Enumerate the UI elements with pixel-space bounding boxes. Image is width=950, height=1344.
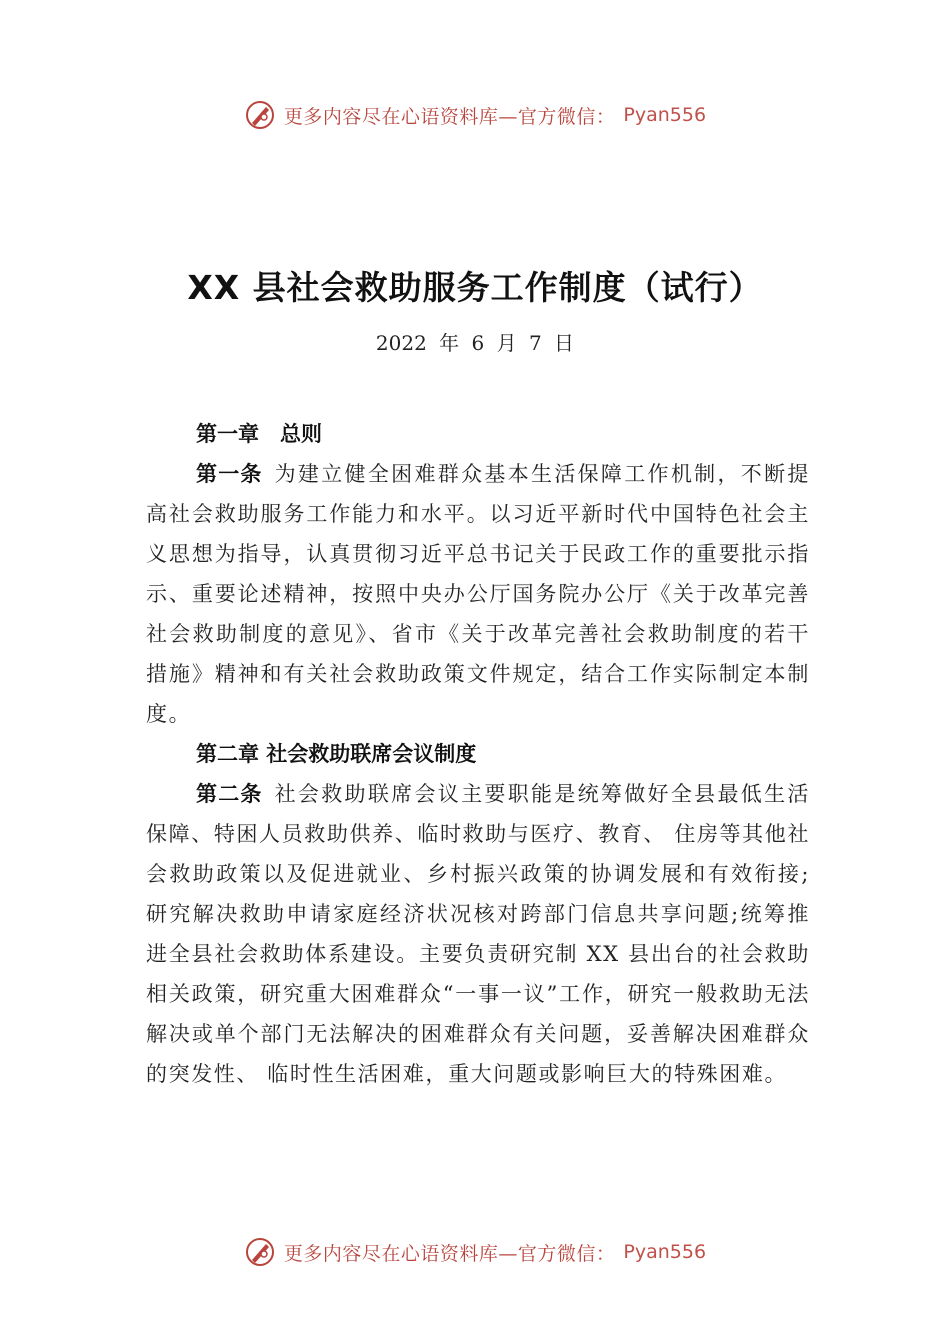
wechat-id: Pyan556 — [623, 104, 707, 126]
document-title: XX 县社会救助服务工作制度（试行） — [187, 268, 763, 307]
pen-logo-icon — [244, 99, 276, 131]
article-label: 第一条 — [196, 462, 263, 486]
footer-banner — [0, 1232, 950, 1272]
article-paragraph — [146, 774, 810, 1094]
banner-text: 更多内容尽在心语资料库—官方微信： — [283, 1242, 616, 1265]
pen-logo-icon — [244, 1236, 276, 1268]
article-paragraph — [146, 454, 810, 734]
wechat-id: Pyan556 — [623, 1241, 707, 1263]
article-text: 社会救助联席会议主要职能是统筹做好全县最低生活保障、特困人员救助供养、临时救助与医疗、教育、 住房等其他社会救助政策以及促进就业、乡村振兴政策的协调发展和有效衔接;研究解决救助申请家庭经济状况核对跨部门信息共享问题;统筹推进全县社会救助体系建设。主要负责研究制 XX 县出台的社会救助相关政策，研究重大困难群众“一事一议”工作，研究一般救助无法解决或单个部门无法解决的困难群众有关问题，妥善解决困难群众的突发性、 临时性生活困难，重大问题或影响巨大的特殊困难。 — [146, 782, 810, 1086]
document-body — [146, 414, 810, 1094]
header-banner — [0, 95, 950, 135]
article-label: 第二条 — [196, 782, 263, 806]
article-text: 为建立健全困难群众基本生活保障工作机制，不断提高社会救助服务工作能力和水平。以习近平新时代中国特色社会主义思想为指导，认真贯彻习近平总书记关于民政工作的重要批示指示、重要论述精神，按照中央办公厅国务院办公厅《关于改革完善社会救助制度的意见》、省市《关于改革完善社会救助制度的若干措施》精神和有关社会救助政策文件规定，结合工作实际制定本制度。 — [146, 462, 810, 726]
chapter-heading: 第二章 社会救助联席会议制度 — [196, 742, 477, 766]
chapter-heading: 第一章 总则 — [196, 422, 322, 446]
banner-text: 更多内容尽在心语资料库—官方微信： — [283, 105, 616, 128]
document-date: 2022 年 6 月 7 日 — [375, 331, 575, 355]
